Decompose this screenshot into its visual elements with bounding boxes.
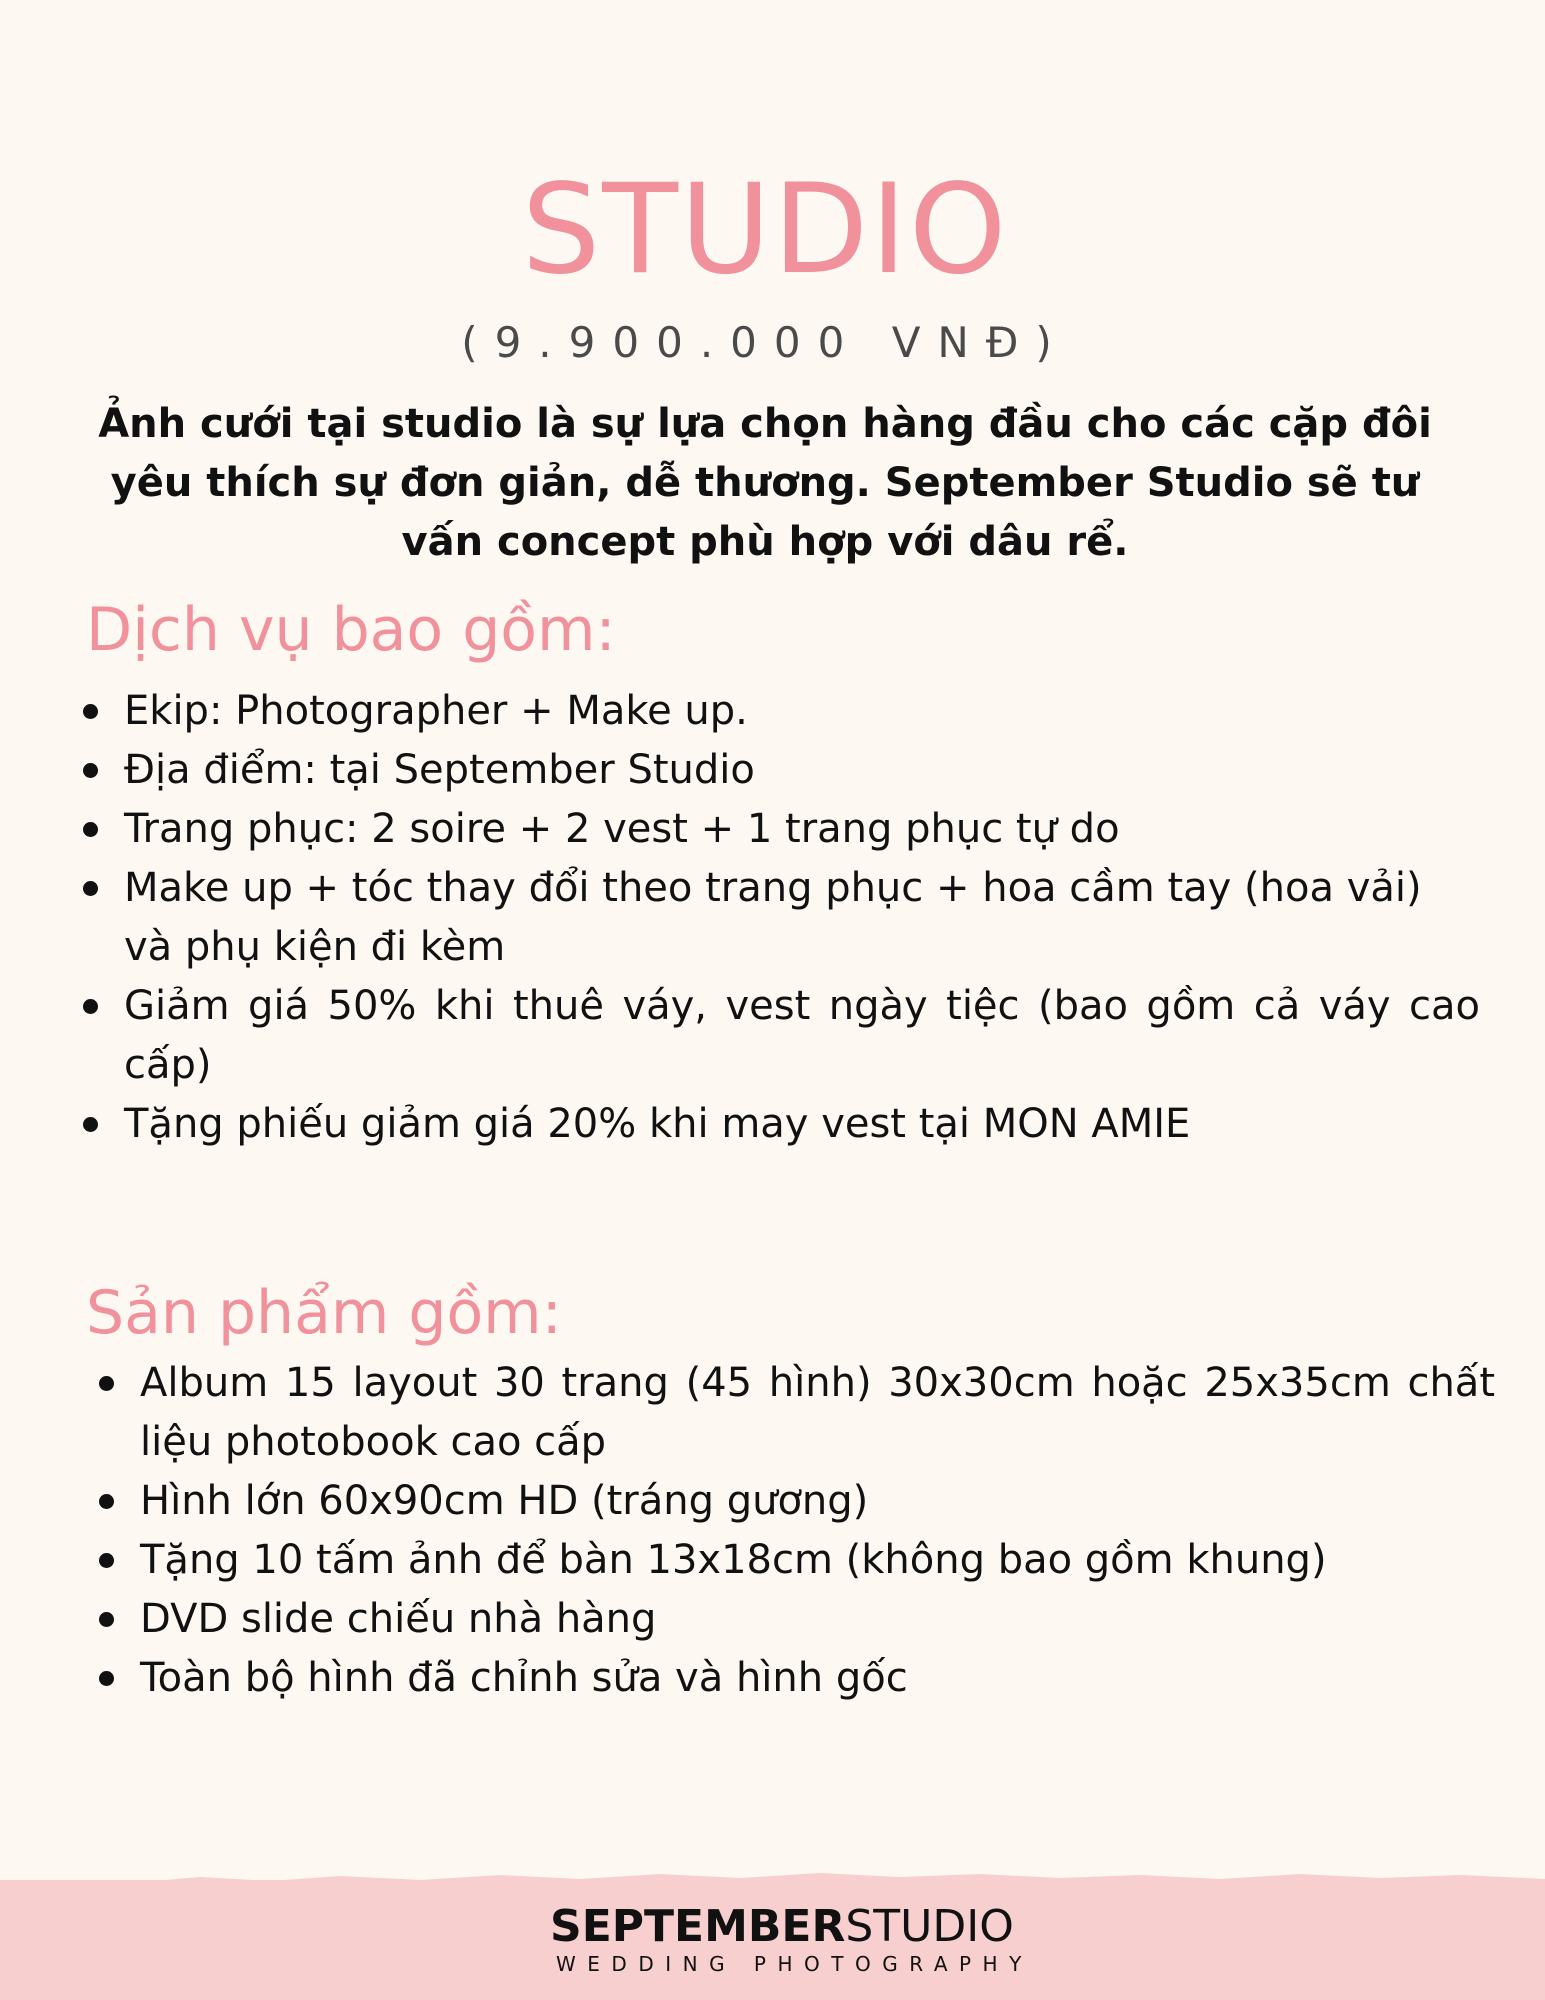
logo-tagline: WEDDING PHOTOGRAPHY: [556, 1952, 1033, 1976]
list-item: [124, 859, 1480, 977]
list-item: [124, 977, 1480, 1095]
bullet-icon: [83, 822, 98, 837]
list-item: [124, 1095, 1480, 1154]
services-list: [124, 682, 1480, 1154]
list-item: [140, 1354, 1495, 1472]
list-item: [140, 1590, 1495, 1649]
logo-light-text: STUDIO: [845, 1901, 1014, 1952]
list-item-text: Tặng phiếu giảm giá 20% khi may vest tại MON AMIE: [124, 1101, 1191, 1147]
list-item: [140, 1472, 1495, 1531]
list-item-text: Toàn bộ hình đã chỉnh sửa và hình gốc: [140, 1655, 908, 1701]
bullet-icon: [83, 704, 98, 719]
products-heading: Sản phẩm gồm:: [86, 1278, 562, 1348]
list-item: [124, 682, 1480, 741]
services-heading: Dịch vụ bao gồm:: [86, 595, 616, 665]
logo-bold-text: SEPTEMBER: [550, 1901, 846, 1952]
bullet-icon: [99, 1671, 114, 1686]
list-item: [140, 1649, 1495, 1708]
bullet-icon: [83, 999, 98, 1014]
logo-wordmark: [550, 1901, 1014, 1952]
products-list: [140, 1354, 1495, 1708]
list-item-text: Giảm giá 50% khi thuê váy, vest ngày tiệc (bao gồm cả váy cao cấp): [124, 983, 1480, 1088]
intro-paragraph: Ảnh cưới tại studio là sự lựa chọn hàng đầu cho các cặp đôi yêu thích sự đơn giản, dễ thương. September Studio sẽ tư vấn concept phù hợp với dâu rể.: [98, 401, 1432, 565]
list-item-text: Make up + tóc thay đổi theo trang phục + hoa cầm tay (hoa vải) và phụ kiện đi kèm: [124, 865, 1422, 970]
package-price: (9.900.000 VNĐ): [461, 318, 1069, 367]
list-item-text: Tặng 10 tấm ảnh để bàn 13x18cm (không bao gồm khung): [140, 1537, 1327, 1583]
bullet-icon: [83, 881, 98, 896]
list-item: [124, 800, 1480, 859]
brand-logo: [550, 1901, 1033, 1976]
list-item-text: Ekip: Photographer + Make up.: [124, 688, 748, 734]
list-item: [124, 741, 1480, 800]
bullet-icon: [83, 763, 98, 778]
list-item-text: DVD slide chiếu nhà hàng: [140, 1596, 657, 1642]
list-item-text: Album 15 layout 30 trang (45 hình) 30x30cm hoặc 25x35cm chất liệu photobook cao cấp: [140, 1360, 1495, 1465]
bullet-icon: [99, 1553, 114, 1568]
list-item-text: Hình lớn 60x90cm HD (tráng gương): [140, 1478, 869, 1524]
list-item-text: Địa điểm: tại September Studio: [124, 747, 755, 793]
list-item: [140, 1531, 1495, 1590]
bullet-icon: [99, 1612, 114, 1627]
bullet-icon: [99, 1376, 114, 1391]
list-item-text: Trang phục: 2 soire + 2 vest + 1 trang phục tự do: [124, 806, 1120, 852]
page-title: STUDIO: [521, 158, 1009, 302]
bullet-icon: [83, 1117, 98, 1132]
bullet-icon: [99, 1494, 114, 1509]
